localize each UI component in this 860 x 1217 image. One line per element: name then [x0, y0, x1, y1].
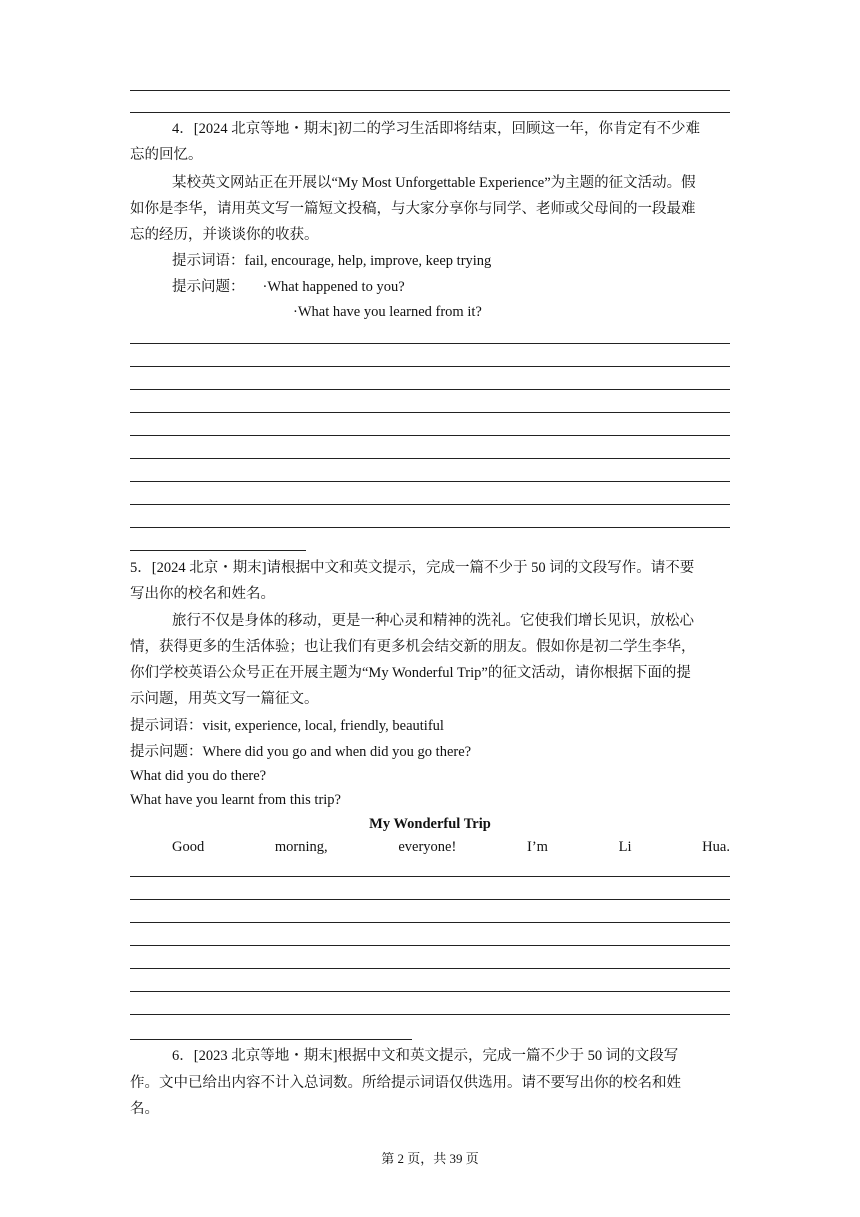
answer-line — [130, 112, 730, 113]
answer-line — [130, 504, 730, 505]
q6-heading-line3: 名。 — [130, 1101, 159, 1117]
q6-heading-line2: 作。文中已给出内容不计入总词数。所给提示词语仅供选用。请不要写出你的校名和姓 — [130, 1075, 681, 1091]
q5-essay-title: My Wonderful Trip — [369, 816, 491, 832]
q4-hint-question1: ·What happened to you? — [262, 279, 405, 295]
q4-paragraph-line3: 忘的经历，并谈谈你的收获。 — [130, 227, 319, 243]
page-number: 第 2 页，共 39 页 — [381, 1151, 479, 1166]
q4-paragraph-line2: 如你是李华，请用英文写一篇短文投稿，与大家分享你与同学、老师或父母间的一段最难 — [130, 201, 696, 217]
q5-paragraph-line4: 示问题，用英文写一篇征文。 — [130, 691, 319, 707]
answer-line — [130, 876, 730, 877]
answer-line — [130, 412, 730, 413]
answer-line — [130, 435, 730, 436]
q5-hint-question3: What have you learnt from this trip? — [130, 792, 341, 808]
q4-paragraph-line1: 某校英文网站正在开展以“My Most Unforgettable Experience”为主题的征文活动。假 — [172, 175, 696, 191]
answer-line — [130, 968, 730, 969]
answer-line — [130, 458, 730, 459]
opening-word: Hua. — [702, 839, 730, 855]
opening-word: morning, — [274, 839, 328, 855]
q5-paragraph-line1: 旅行不仅是身体的移动，更是一种心灵和精神的洗礼。它使我们增长见识，放松心 — [172, 613, 694, 629]
q4-hint-question2: ·What have you learned from it? — [293, 304, 482, 320]
q6-heading-line1: 6．[2023 北京等地・期末]根据中文和英文提示，完成一篇不少于 50 词的文段写 — [172, 1048, 679, 1064]
q4-hint-questions — [172, 276, 730, 298]
q5-hint-question2: What did you do there? — [130, 768, 267, 784]
answer-line — [130, 991, 730, 992]
answer-line — [130, 343, 730, 344]
answer-line — [130, 945, 730, 946]
q4-hint-words: 提示词语：fail, encourage, help, improve, keep trying — [172, 253, 492, 269]
answer-line — [130, 922, 730, 923]
answer-line — [130, 550, 306, 551]
q5-paragraph-line3: 你们学校英语公众号正在开展主题为“My Wonderful Trip”的征文活动，请你根据下面的提 — [130, 665, 691, 681]
q5-hint-question1: 提示问题：Where did you go and when did you go there? — [130, 744, 472, 760]
opening-word: everyone! — [398, 839, 457, 855]
answer-line — [130, 389, 730, 390]
opening-word: Good — [172, 839, 205, 855]
q4-heading-line1: 4．[2024 北京等地・期末]初二的学习生活即将结束，回顾这一年，你肯定有不少难 — [172, 121, 701, 137]
q5-heading-line1: 5．[2024 北京・期末]请根据中文和英文提示，完成一篇不少于 50 词的文段写作。请不要 — [130, 560, 695, 576]
q4-heading-line2: 忘的回忆。 — [130, 147, 203, 163]
q5-essay-opening — [172, 836, 730, 858]
q5-paragraph-line2: 情，获得更多的生活体验；也让我们有更多机会结交新的朋友。假如你是初二学生李华， — [130, 639, 696, 655]
answer-line — [130, 90, 730, 91]
q5-hint-words: 提示词语：visit, experience, local, friendly, beautiful — [130, 718, 444, 734]
opening-word: Li — [618, 839, 632, 855]
answer-line — [130, 481, 730, 482]
answer-line — [130, 1039, 412, 1040]
answer-line — [130, 1014, 730, 1015]
q5-heading-line2: 写出你的校名和姓名。 — [130, 586, 275, 602]
opening-word: I’m — [526, 839, 548, 855]
q4-hint-label: 提示问题： — [172, 279, 245, 295]
answer-line — [130, 366, 730, 367]
answer-line — [130, 527, 730, 528]
answer-line — [130, 899, 730, 900]
